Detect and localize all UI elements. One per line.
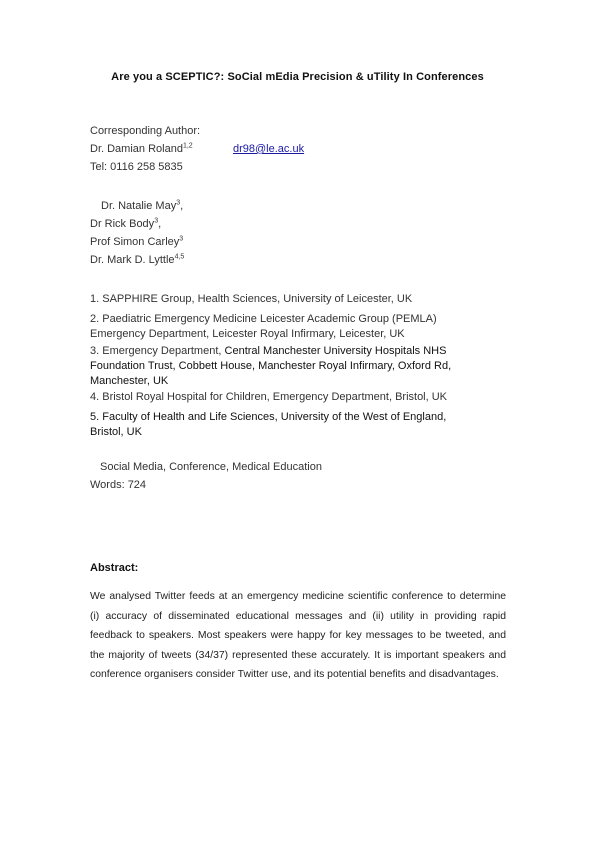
corresponding-heading: Corresponding Author: — [90, 125, 201, 137]
corresponding-tel: Tel: 0116 258 5835 — [90, 161, 183, 173]
author-item: Dr. Natalie May$^3$, — [101, 199, 184, 212]
affiliation-5: 5. Faculty of Health and Life Sciences, University of the West of England, Bristol, UK — [90, 411, 447, 438]
corresponding-affiliation-sup: 1,2 — [182, 142, 193, 150]
corresponding-author-block — [90, 122, 200, 176]
affiliation-3: 3. Emergency Department, Central Manchester University Hospitals NHS Foundation Trust, Cobbett House, Manchester Royal Infirmary, Oxford Rd, Manchester, UK — [90, 345, 452, 387]
author-item: Dr Rick Body$^3$, — [90, 217, 162, 230]
corresponding-name: Dr. Damian Roland$^{1,2}$ — [90, 142, 193, 155]
affiliation-2: 2. Paediatric Emergency Medicine Leicester Academic Group (PEMLA) Emergency Department, Leicester Royal Infirmary, Leicester, UK — [90, 313, 437, 340]
abstract-text: We analysed Twitter feeds at an emergency medicine scientific conference to determine (i) accuracy of disseminated educational messages and (ii) utility in providing rapid feedback to speakers. Most speakers were happy for key messages to be tweeted, and the majority of tweets (34/37) represented these accurately. It is important speakers and conference organisers consider Twitter use, and its potential benefits and disadvantages. — [90, 591, 506, 680]
affiliation-1: 1. SAPPHIRE Group, Health Sciences, University of Leicester, UK — [90, 293, 413, 305]
keywords-block — [90, 458, 322, 494]
author-item: Prof Simon Carley$^3$ — [90, 235, 184, 248]
paper-title: Are you a SCEPTIC?: SoCial mEdia Precision & uTility In Conferences — [111, 71, 484, 83]
keywords: Social Media, Conference, Medical Education — [100, 461, 322, 473]
author-item: Dr. Mark D. Lyttle$^{4,5}$ — [90, 253, 185, 266]
word-count: Words: 724 — [90, 479, 147, 491]
author-list — [90, 197, 184, 269]
abstract-heading: Abstract: — [90, 562, 139, 574]
affiliation-4: 4. Bristol Royal Hospital for Children, Emergency Department, Bristol, UK — [90, 391, 448, 403]
email-link[interactable]: dr98@le.ac.uk — [233, 143, 305, 155]
